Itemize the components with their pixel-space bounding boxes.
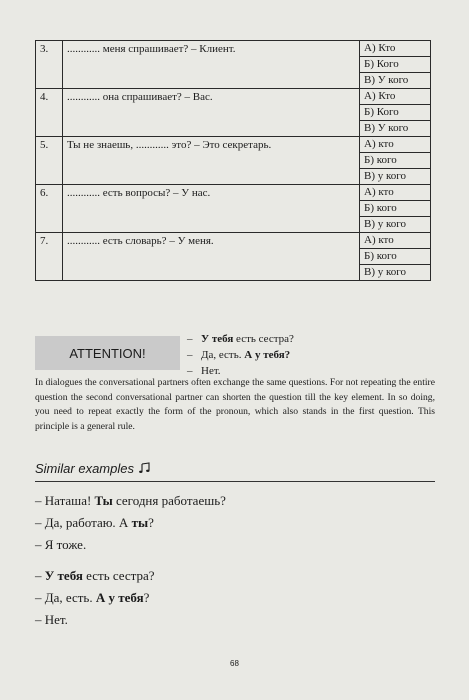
answer-option: А) Кто [360,41,431,57]
question-number: 7. [36,233,63,281]
dialogue-line: – Да, есть. А у тебя? [187,349,291,361]
table-row [36,233,431,249]
question-number: 6. [36,185,63,233]
dialogue-line: – Да, есть. А у тебя? [35,590,150,605]
question-text: ............ она спрашивает? – Вас. [63,89,360,137]
dialogue-line: – Нет. [187,365,221,377]
question-number: 3. [36,41,63,89]
example-dialogue-2 [35,565,155,631]
question-number: 4. [36,89,63,137]
table-row [36,137,431,153]
attention-label: ATTENTION! [35,336,180,370]
answer-option: А) кто [360,185,431,201]
question-text: Ты не знаешь, ............ это? – Это секретарь. [63,137,360,185]
answer-option: Б) Кого [360,57,431,73]
answer-option: В) У кого [360,121,431,137]
page-number: 68 [230,659,239,668]
exercise-table [35,40,431,281]
answer-option: А) кто [360,137,431,153]
table-row [36,185,431,201]
dialogue-line: – Да, работаю. А ты? [35,515,154,530]
example-dialogue-1 [35,490,226,556]
answer-option: В) У кого [360,73,431,89]
answer-option: А) кто [360,233,431,249]
dialogue-line: – Наташа! Ты сегодня работаешь? [35,493,226,508]
heading-underline [35,481,435,482]
answer-option: Б) Кого [360,105,431,121]
table-row [36,89,431,105]
answer-option: Б) кого [360,201,431,217]
attention-dialogue [187,331,294,379]
question-number: 5. [36,137,63,185]
question-text: ............ есть словарь? – У меня. [63,233,360,281]
answer-option: Б) кого [360,249,431,265]
answer-option: А) Кто [360,89,431,105]
dialogue-line: – Нет. [35,612,68,627]
answer-option: В) у кого [360,265,431,281]
question-text: ............ есть вопросы? – У нас. [63,185,360,233]
table-row [36,41,431,57]
answer-option: Б) кого [360,153,431,169]
similar-examples-heading: Similar examples [35,461,150,476]
dialogue-line: – У тебя есть сестра? [187,333,294,345]
dialogue-line: – Я тоже. [35,537,87,552]
answer-option: В) у кого [360,169,431,185]
dialogue-line: – У тебя есть сестра? [35,568,155,583]
answer-option: В) у кого [360,217,431,233]
attention-explanation: In dialogues the conversational partners often exchange the same questions. For not repeating the entire question the second conversational partner can shorten the question till the key element. In so doing, you need to repeat exactly the form of the pronoun, which also stands in the first question. This principle is a general rule. [35,377,435,432]
question-text: ............ меня спрашивает? – Клиент. [63,41,360,89]
music-note-icon [138,462,150,474]
